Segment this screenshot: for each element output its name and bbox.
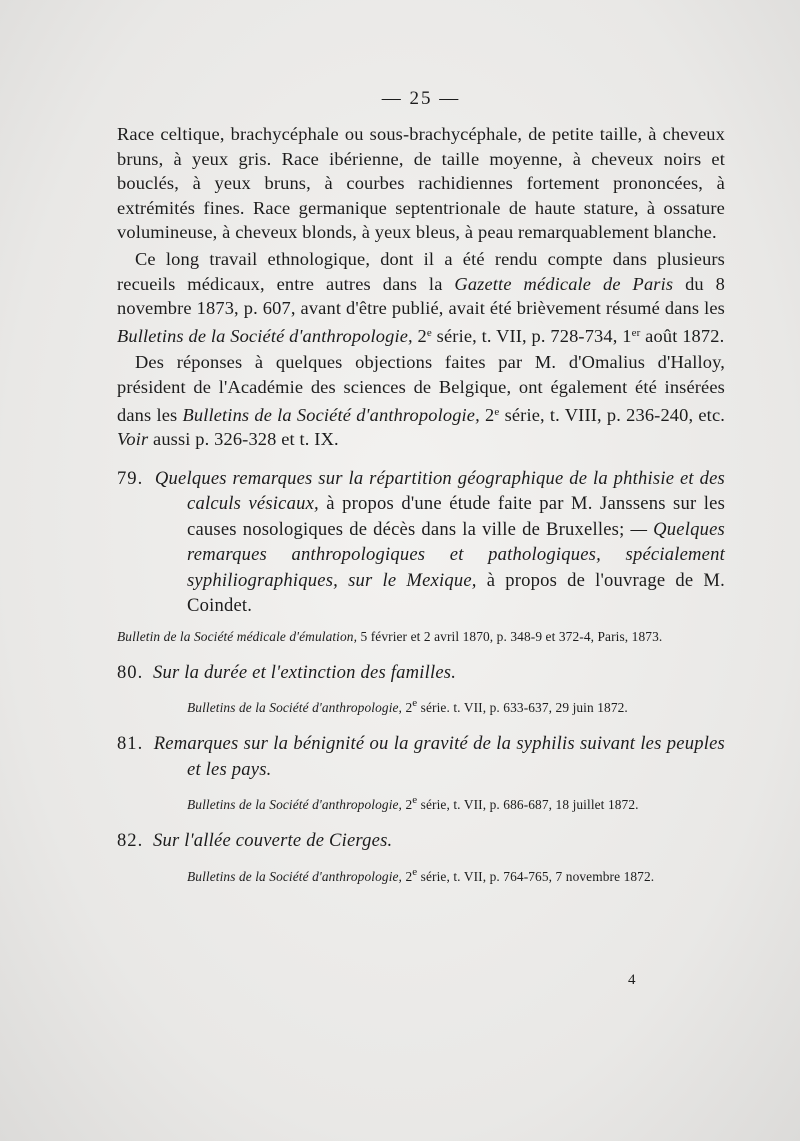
page-content xyxy=(117,88,725,886)
page-number: — 25 — xyxy=(381,88,461,109)
entry-79-reference: Bulletin de la Société médicale d'émulation, 5 février et 2 avril 1870, p. 348-9 et 372-4, Paris, 1873. xyxy=(117,628,663,644)
entry-81 xyxy=(117,731,725,814)
entry-80-title: 80. Sur la durée et l'extinction des familles. xyxy=(117,661,457,683)
signature-mark: 4 xyxy=(628,972,636,988)
entry-80-reference: Bulletins de la Société d'anthropologie, 2e série. t. VII, p. 633-637, 29 juin 1872. xyxy=(187,697,628,716)
paragraph-ethnological-work: Ce long travail ethnologique, dont il a été rendu compte dans plusieurs recueils médicaux, entre autres dans la Gazette médicale de Paris du 8 novembre 1873, p. 607, avant d'être publié, avait été brièvement résumé dans les Bulletins de la Société d'anthropologie, 2e série, t. VII, p. 728-734, 1er août 1872. xyxy=(117,248,726,346)
entry-82-title: 82. Sur l'allée couverte de Cierges. xyxy=(117,830,393,852)
entry-81-title: 81. Remarques sur la bénignité ou la gravité de la syphilis suivant les peuples et les pays. xyxy=(117,733,725,780)
entry-79-title: 79. Quelques remarques sur la répartition géographique de la phthisie et des calculs vésicaux, à propos d'une étude faite par M. Janssens sur les causes nosologiques de décès dans la ville de Bruxelles; — Quelques remarques anthropologiques et pathologiques, spécialement syphiliographiques, sur le Mexique, à propos de l'ouvrage de M. Coindet. xyxy=(117,467,726,617)
entry-82-reference: Bulletins de la Société d'anthropologie, 2e série, t. VII, p. 764-765, 7 novembre 1872. xyxy=(187,865,655,884)
entry-79 xyxy=(117,466,725,646)
entry-81-reference: Bulletins de la Société d'anthropologie, 2e série, t. VII, p. 686-687, 18 juillet 1872. xyxy=(187,794,639,813)
paragraph-races: Race celtique, brachycéphale ou sous-brachycéphale, de petite taille, à cheveux bruns, à yeux gris. Race ibérienne, de taille moyenne, à cheveux noirs et bouclés, à yeux bruns, à courbes rachidiennes fortement prononcées, à extrémités fines. Race germanique septentrionale de haute stature, à ossature volumineuse, à cheveux blonds, à yeux bleus, à peau remarquablement blanche. xyxy=(117,124,725,243)
paragraph-responses: Des réponses à quelques objections faites par M. d'Omalius d'Halloy, président de l'Académie des sciences de Belgique, ont également été insérées dans les Bulletins de la Société d'anthropologie, 2e série, t. VIII, p. 236-240, etc. Voir aussi p. 326-328 et t. IX. xyxy=(117,352,726,450)
entry-80 xyxy=(117,660,725,718)
entry-82 xyxy=(117,828,725,886)
